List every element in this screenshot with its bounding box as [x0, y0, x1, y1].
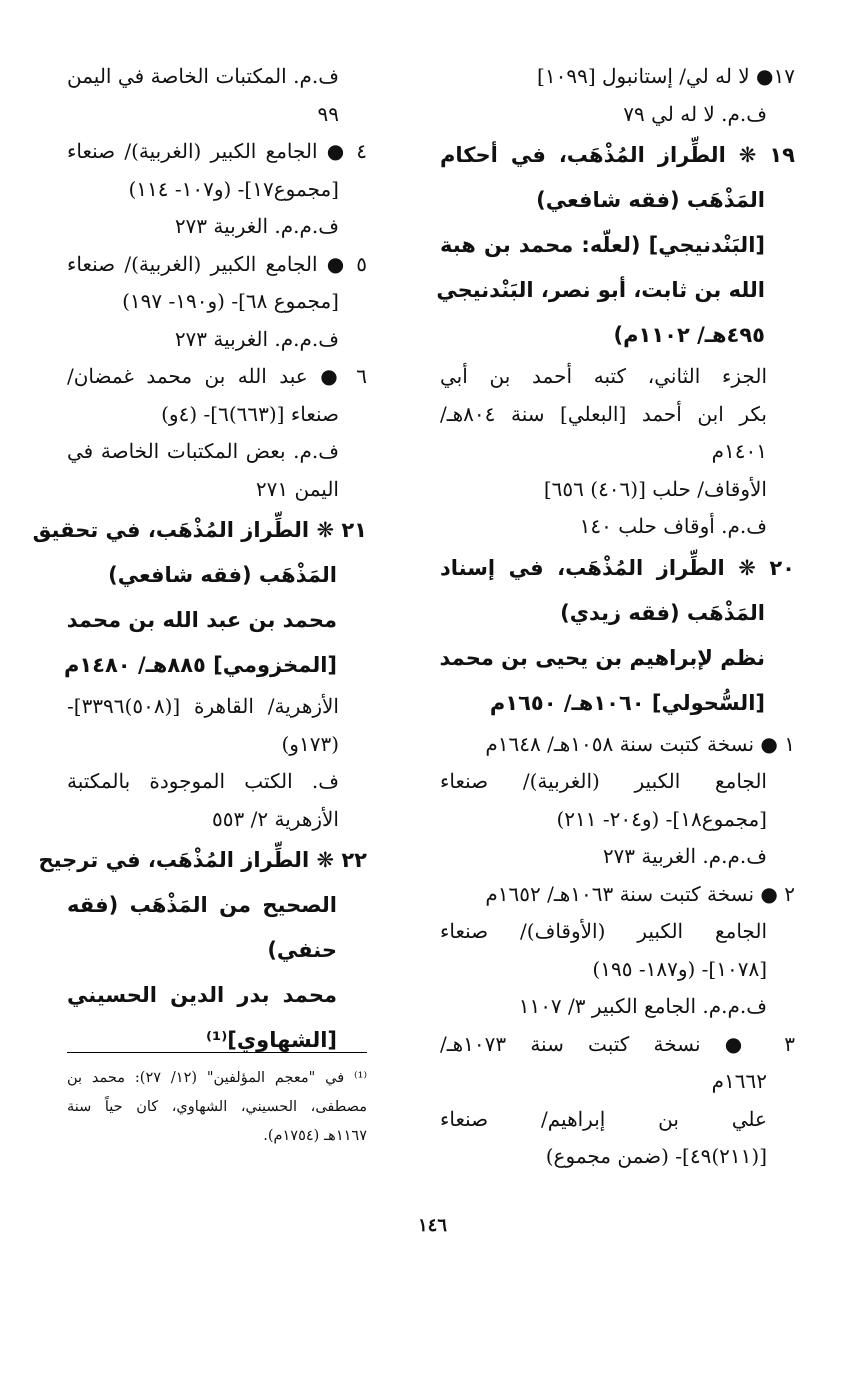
text-line: علي بن إبراهيم/ صنعاء	[440, 1106, 767, 1131]
text-line: [(٢١١)٤٩]- (ضمن مجموع)	[545, 1144, 767, 1168]
text-line: المَذْهَب (فقه شافعي)	[108, 563, 337, 587]
text-line: ف.م. لا له لي ٧٩	[623, 101, 767, 126]
text-line: الله بن ثابت، أبو نصر، البَنْدنيجي	[436, 278, 765, 302]
text-line: ف.م.م. الغربية ٢٧٣	[602, 844, 767, 868]
text-line: (١٧٣و)	[281, 731, 339, 756]
text-line: ١٩ ❋ الطِّراز المُذْهَب، في أحكام	[440, 143, 795, 167]
text-line: صنعاء [(٦٦٣)٦]- (٤و)	[161, 401, 339, 426]
text-line: الصحيح من المَذْهَب (فقه	[67, 893, 337, 917]
text-line: ٣ ● نسخة كتبت سنة ١٠٧٣هـ/	[440, 1031, 795, 1056]
text-line: محمد بن عبد الله بن محمد	[66, 608, 337, 632]
right-text-column	[436, 58, 795, 1176]
text-line: ف.م. أوقاف حلب ١٤٠	[579, 514, 767, 538]
text-line: المَذْهَب (فقه شافعي)	[536, 188, 765, 212]
text-line: [السُّحولي] ١٠٦٠هـ/ ١٦٥٠م	[489, 690, 765, 715]
text-line: [١٠٧٨]- (و١٨٧- ١٩٥)	[592, 956, 767, 981]
text-line: ٤٩٥هـ/ ١١٠٢م)	[613, 323, 765, 347]
text-line: ف.م. المكتبات الخاصة في اليمن	[67, 64, 339, 88]
text-line: ٢١ ❋ الطِّراز المُذْهَب، في تحقيق	[32, 518, 367, 542]
text-line: ٤ ● الجامع الكبير (الغربية)/ صنعاء	[67, 139, 367, 163]
text-line: الجامع الكبير (الأوقاف)/ صنعاء	[440, 919, 767, 943]
footnote-line: ⁽¹⁾ في "معجم المؤلفين" (١٢/ ٢٧): محمد بن	[67, 1070, 367, 1086]
text-line: [مجموع ٦٨]- (و١٩٠- ١٩٧)	[122, 289, 339, 313]
text-line: بكر ابن أحمد [البعلي] سنة ٨٠٤هـ/	[440, 401, 767, 426]
text-line: ١٦٦٢م	[711, 1069, 767, 1093]
footnotes	[67, 1064, 367, 1151]
text-line: [مجموع١٧]- (و١٠٧- ١١٤)	[128, 176, 339, 201]
text-line: ف.م.م. الغربية ٢٧٣	[174, 326, 339, 351]
footnote-separator-line	[67, 1052, 367, 1053]
text-line: ٦ ● عبد الله بن محمد غمضان/	[67, 364, 367, 388]
text-line: الأوقاف/ حلب [(٤٠٦) ٦٥٦]	[543, 476, 767, 501]
text-line: ٢٠ ❋ الطِّراز المُذْهَب، في إسناد	[440, 555, 795, 580]
footnote-line: ١١٦٧هـ (١٧٥٤م).	[263, 1128, 367, 1144]
text-line: نظم لإبراهيم بن يحيى بن محمد	[439, 645, 765, 670]
text-line: [الشهاوي]⁽¹⁾	[205, 1028, 337, 1052]
text-line: [مجموع١٨]- (و٢٠٤- ٢١١)	[556, 806, 767, 831]
text-line: الجزء الثاني، كتبه أحمد بن أبي	[440, 364, 767, 388]
text-line: ١٤٠١م	[711, 439, 767, 463]
text-line: ف.م. بعض المكتبات الخاصة في	[67, 439, 339, 463]
text-line: [البَنْدنيجي] (لعلّه: محمد بن هبة	[440, 233, 765, 257]
footnote-line: مصطفى، الحسيني، الشهاوي، كان حياً سنة	[67, 1099, 367, 1115]
text-line: الجامع الكبير (الغربية)/ صنعاء	[440, 769, 767, 793]
text-line: ف.م.م. الجامع الكبير ٣/ ١١٠٧	[518, 994, 767, 1018]
left-text-column	[32, 58, 367, 1063]
text-line: محمد بدر الدين الحسيني	[67, 983, 337, 1007]
text-line: ١ ● نسخة كتبت سنة ١٠٥٨هـ/ ١٦٤٨م	[485, 731, 795, 756]
text-line: [المخزومي] ٨٨٥هـ/ ١٤٨٠م	[63, 653, 337, 677]
text-line: اليمن ٢٧١	[255, 476, 339, 501]
text-line: المَذْهَب (فقه زيدي)	[560, 600, 765, 625]
text-line: ف.م.م. الغربية ٢٧٣	[174, 214, 339, 238]
text-line: ٩٩	[317, 101, 339, 126]
text-line: ٥ ● الجامع الكبير (الغربية)/ صنعاء	[67, 251, 367, 276]
text-line: الأزهرية/ القاهرة [(٥٠٨)٣٣٩٦]-	[67, 694, 339, 718]
page-number: ١٤٦	[417, 1215, 447, 1236]
text-line: ف. الكتب الموجودة بالمكتبة	[67, 769, 339, 793]
text-line: ٢٢ ❋ الطِّراز المُذْهَب، في ترجيح	[38, 848, 367, 872]
text-line: الأزهرية ٢/ ٥٥٣	[212, 806, 339, 831]
text-line: ١٧● لا له لي/ إستانبول [١٠٩٩]	[537, 64, 795, 88]
text-line: حنفي)	[267, 938, 337, 962]
text-line: ٢ ● نسخة كتبت سنة ١٠٦٣هـ/ ١٦٥٢م	[485, 881, 795, 906]
